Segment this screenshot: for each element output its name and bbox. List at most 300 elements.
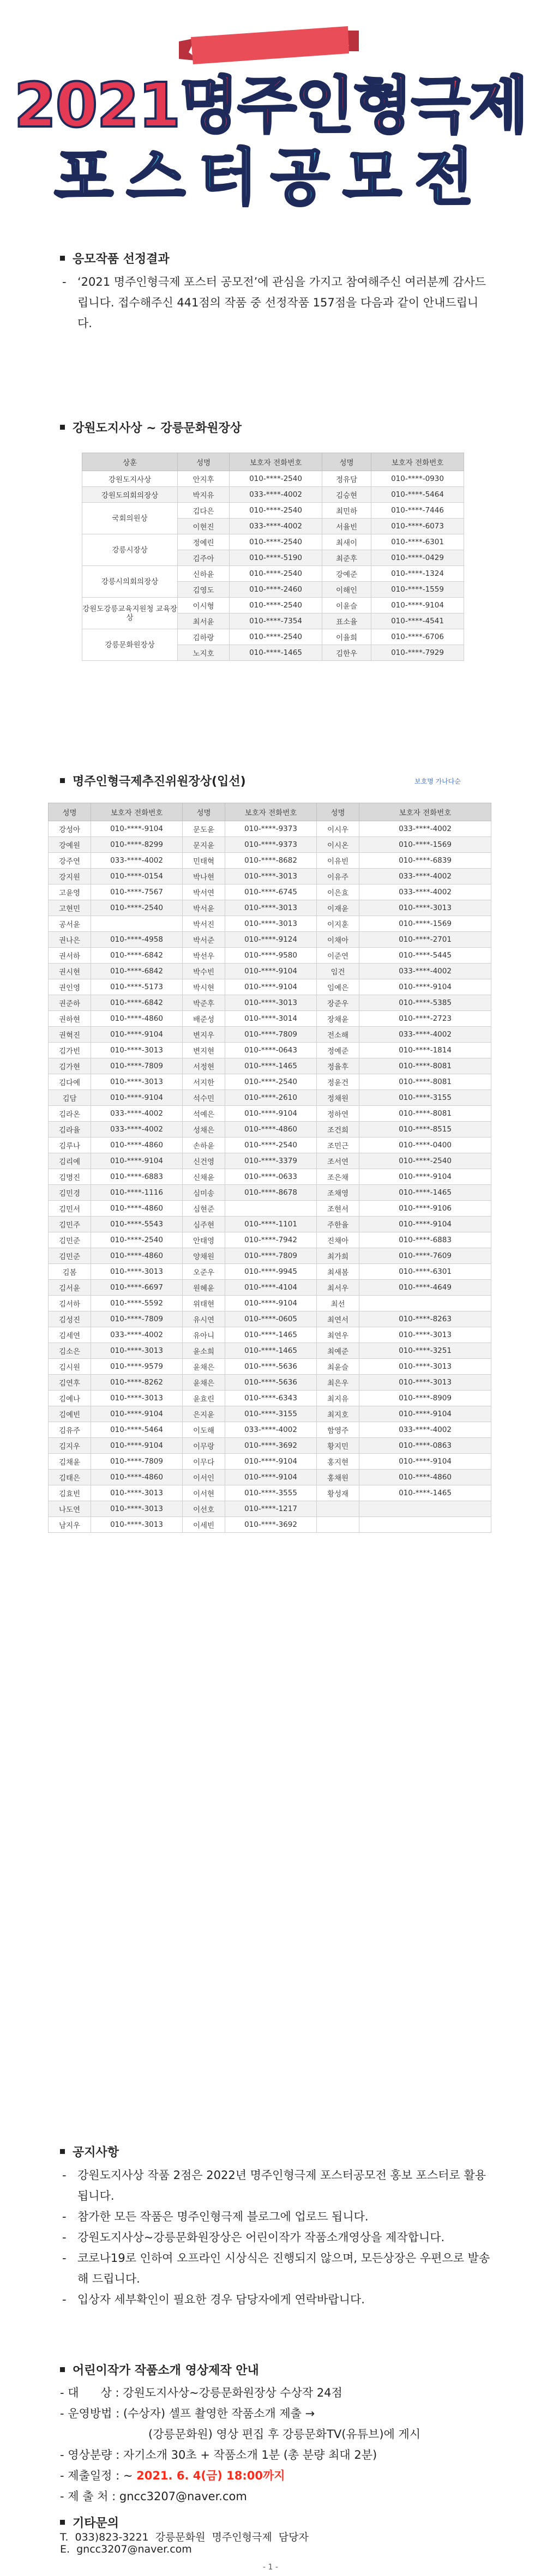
video-submit-email: - 제 출 처 : gncc3207@naver.com [60, 2490, 247, 2503]
committee-cell: 위태현 [183, 1296, 225, 1311]
committee-row [49, 1375, 491, 1391]
committee-cell: 조은채 [317, 1169, 359, 1185]
awards-header-cell: 성명 [322, 453, 371, 471]
committee-row [49, 1169, 491, 1185]
committee-cell: 최가희 [317, 1248, 359, 1264]
committee-row [49, 1217, 491, 1232]
committee-cell [225, 1201, 317, 1217]
committee-cell: 권나은 [49, 932, 91, 948]
committee-cell: 김연후 [49, 1375, 91, 1391]
committee-cell: 010-****-8909 [359, 1391, 491, 1406]
committee-cell: 010-****-2701 [359, 932, 491, 948]
committee-cell: 010-****-3555 [225, 1485, 317, 1501]
committee-row [49, 900, 491, 916]
committee-cell: 010-****-9104 [359, 979, 491, 995]
committee-row [49, 964, 491, 979]
committee-cell: 김민준 [49, 1232, 91, 1248]
committee-cell: 김성진 [49, 1311, 91, 1327]
committee-cell: 신채윤 [183, 1169, 225, 1185]
committee-cell: 석예은 [183, 1106, 225, 1122]
video-method-detail: (강릉문화원) 영상 편집 후 강릉문화TV(유튜브)에 게시 [148, 2428, 421, 2441]
committee-cell: 010-****-9580 [225, 948, 317, 964]
awards-header-cell: 보호자 전화번호 [230, 453, 322, 471]
awards-table [82, 453, 464, 661]
committee-cell: 권인영 [49, 979, 91, 995]
results-bullet: - ‘2021 명주인형극제 포스터 공모전’에 관심을 가지고 참여해주신 여러분께 감사드립니다. 접수해주신 441점의 작품 중 선정작품 157점을 다음과 같이 안내드립니다. [60, 272, 491, 334]
committee-cell: 김라율 [49, 1122, 91, 1137]
notice-item: - 입상자 세부확인이 필요한 경우 담당자에게 연락바랍니다. [60, 2289, 491, 2310]
committee-cell: 010-****-4649 [359, 1280, 491, 1296]
committee-cell: 010-****-3013 [91, 1517, 183, 1533]
committee-cell: 010-****-6842 [91, 995, 183, 1011]
committee-row [49, 884, 491, 900]
awards-cell: 강릉시장상 [82, 534, 178, 566]
committee-cell: 010-****-9104 [91, 821, 183, 837]
committee-cell: 010-****-9104 [91, 1406, 183, 1422]
awards-cell: 010-****-7354 [230, 613, 322, 629]
committee-cell: 010-****-2540 [91, 1232, 183, 1248]
ribbon-banner [179, 26, 359, 65]
committee-cell: 김리예 [49, 1153, 91, 1169]
awards-cell: 안지후 [178, 471, 230, 487]
committee-cell: 010-****-9373 [225, 821, 317, 837]
committee-cell: 최연서 [317, 1311, 359, 1327]
committee-row [49, 1406, 491, 1422]
committee-cell: 김서윤 [49, 1280, 91, 1296]
committee-header-cell: 보호자 전화번호 [359, 803, 491, 821]
awards-cell: 강예준 [322, 566, 371, 582]
committee-cell: 010-****-4860 [91, 1201, 183, 1217]
committee-cell: 최지호 [317, 1406, 359, 1422]
committee-cell: 010-****-7942 [225, 1232, 317, 1248]
committee-cell: 김민경 [49, 1185, 91, 1201]
committee-cell: 010-****-6745 [225, 884, 317, 900]
committee-cell: 이지훈 [317, 916, 359, 932]
committee-row [49, 1090, 491, 1106]
committee-cell: 010-****-4860 [91, 1248, 183, 1264]
committee-cell: 033-****-4002 [225, 1422, 317, 1438]
committee-cell: 033-****-4002 [91, 1106, 183, 1122]
committee-cell: 윤채은 [183, 1375, 225, 1391]
committee-cell: 김민주 [49, 1217, 91, 1232]
committee-header-cell: 보호자 전화번호 [225, 803, 317, 821]
awards-cell: 최준후 [322, 550, 371, 566]
committee-cell: 010-****-3013 [225, 916, 317, 932]
committee-cell: 010-****-8263 [359, 1311, 491, 1327]
committee-cell: 이무다 [183, 1454, 225, 1470]
awards-cell: 김하랑 [178, 629, 230, 645]
committee-cell: 010-****-9124 [225, 932, 317, 948]
committee-cell: 010-****-9104 [225, 1296, 317, 1311]
committee-cell: 김다예 [49, 1074, 91, 1090]
committee-cell: 김세연 [49, 1327, 91, 1343]
awards-cell: 김영도 [178, 582, 230, 598]
committee-cell: 최서우 [317, 1280, 359, 1296]
deadline-value: 2021. 6. 4(금) 18:00까지 [136, 2469, 285, 2482]
committee-cell: 조건희 [317, 1122, 359, 1137]
committee-cell: 권서하 [49, 948, 91, 964]
notice-item: - 강원도지사상~강릉문화원장상은 어린이작가 작품소개영상을 제작합니다. [60, 2227, 491, 2248]
awards-cell: 010-****-1465 [230, 645, 322, 661]
committee-cell: 010-****-7609 [359, 1248, 491, 1264]
committee-cell: 010-****-9104 [91, 1438, 183, 1454]
committee-cell: 010-****-3013 [225, 900, 317, 916]
committee-cell: 010-****-3013 [359, 1359, 491, 1375]
committee-cell: 김봄 [49, 1264, 91, 1280]
committee-cell: 조현서 [317, 1201, 359, 1217]
awards-cell: 010-****-1559 [371, 582, 464, 598]
committee-cell: 010-****-0643 [225, 1043, 317, 1058]
committee-cell: 이무랑 [183, 1438, 225, 1454]
committee-cell: 010-****-3692 [225, 1517, 317, 1533]
committee-cell: 010-****-2540 [359, 1153, 491, 1169]
committee-cell: 조민근 [317, 1137, 359, 1153]
committee-cell: 033-****-4002 [359, 1027, 491, 1043]
committee-cell: 김루나 [49, 1137, 91, 1153]
committee-cell: 010-****-6839 [359, 853, 491, 869]
awards-cell: 010-****-6706 [371, 629, 464, 645]
committee-cell: 010-****-4860 [91, 1137, 183, 1153]
awards-cell: 강릉문화원장상 [82, 629, 178, 661]
awards-row [82, 598, 464, 613]
committee-cell: 010-****-8682 [225, 853, 317, 869]
committee-cell: 심현준 [183, 1201, 225, 1217]
committee-cell: 강지원 [49, 869, 91, 884]
committee-header-cell: 보호자 전화번호 [91, 803, 183, 821]
committee-cell: 033-****-4002 [359, 821, 491, 837]
committee-cell: 강성아 [49, 821, 91, 837]
committee-cell: 박시현 [183, 979, 225, 995]
awards-cell: 010-****-5464 [371, 487, 464, 503]
committee-cell: 유시연 [183, 1311, 225, 1327]
committee-cell: 010-****-2540 [91, 900, 183, 916]
committee-cell: 강예원 [49, 837, 91, 853]
poster-header [0, 0, 541, 240]
awards-cell: 이윤슬 [322, 598, 371, 613]
committee-row [49, 995, 491, 1011]
committee-cell: 010-****-4958 [91, 932, 183, 948]
awards-row [82, 487, 464, 503]
committee-cell: 033-****-4002 [359, 964, 491, 979]
committee-cell: 010-****-3013 [91, 1485, 183, 1501]
committee-cell: 권시현 [49, 964, 91, 979]
committee-cell: 010-****-5592 [91, 1296, 183, 1311]
committee-cell: 010-****-9373 [225, 837, 317, 853]
awards-cell: 010-****-2540 [230, 566, 322, 582]
awards-cell: 이해인 [322, 582, 371, 598]
awards-header-cell: 상훈 [82, 453, 178, 471]
committee-cell: 홍지현 [317, 1454, 359, 1470]
committee-cell: 010-****-3013 [225, 869, 317, 884]
committee-cell: 이채아 [317, 932, 359, 948]
committee-row [49, 1027, 491, 1043]
committee-row [49, 1311, 491, 1327]
committee-cell: 010-****-3155 [359, 1090, 491, 1106]
committee-cell: 033-****-4002 [359, 1422, 491, 1438]
video-spec: - 영상분량 : 자기소개 30초 + 작품소개 1분 (총 분량 최대 2분) [60, 2448, 377, 2461]
committee-header-cell: 성명 [317, 803, 359, 821]
committee-row [49, 1232, 491, 1248]
committee-cell: 주한율 [317, 1217, 359, 1232]
committee-cell: 010-****-0863 [359, 1438, 491, 1454]
awards-table-header [82, 453, 464, 471]
committee-cell: 박서준 [183, 932, 225, 948]
committee-cell: 010-****-7809 [91, 1058, 183, 1074]
committee-cell: 010-****-8515 [359, 1122, 491, 1137]
committee-cell: 최윤슬 [317, 1359, 359, 1375]
committee-cell: 강주연 [49, 853, 91, 869]
awards-cell: 서율빈 [322, 519, 371, 534]
committee-cell: 010-****-2540 [225, 1074, 317, 1090]
committee-cell: 010-****-5464 [91, 1422, 183, 1438]
committee-cell: 이시우 [317, 821, 359, 837]
deadline-label: - 제출일정 : ~ [60, 2469, 137, 2482]
committee-cell: 010-****-7809 [91, 1454, 183, 1470]
results-paragraph [60, 272, 491, 334]
committee-cell: 010-****-0605 [225, 1311, 317, 1327]
committee-cell: 서정현 [183, 1058, 225, 1074]
title-line-1: 2021명주인형극제 [14, 70, 527, 141]
committee-cell: 010-****-8678 [225, 1185, 317, 1201]
committee-cell: 정채원 [317, 1090, 359, 1106]
committee-cell: 010-****-1465 [225, 1343, 317, 1359]
committee-cell: 윤효린 [183, 1391, 225, 1406]
awards-cell: 033-****-4002 [230, 487, 322, 503]
video-deadline [60, 2467, 285, 2483]
committee-cell: 김예빈 [49, 1406, 91, 1422]
committee-row [49, 1043, 491, 1058]
committee-cell: 010-****-6301 [359, 1264, 491, 1280]
committee-row [49, 821, 491, 837]
committee-cell: 010-****-4104 [225, 1280, 317, 1296]
committee-cell: 황지민 [317, 1438, 359, 1454]
committee-cell: 010-****-8262 [91, 1375, 183, 1391]
committee-cell: 010-****-9104 [359, 1217, 491, 1232]
awards-cell: 이율희 [322, 629, 371, 645]
committee-cell: 정예준 [317, 1043, 359, 1058]
committee-cell: 010-****-6842 [91, 964, 183, 979]
committee-cell: 유아니 [183, 1327, 225, 1343]
committee-cell: 010-****-3013 [359, 1327, 491, 1343]
committee-cell [91, 916, 183, 932]
committee-cell: 김지우 [49, 1438, 91, 1454]
committee-cell: 손하윤 [183, 1137, 225, 1153]
awards-cell: 최서윤 [178, 613, 230, 629]
committee-cell: 최지유 [317, 1391, 359, 1406]
committee-cell: 010-****-4860 [359, 1470, 491, 1485]
awards-cell: 이현진 [178, 519, 230, 534]
awards-cell: 010-****-2540 [230, 503, 322, 519]
committee-row [49, 1011, 491, 1027]
committee-cell: 010-****-5173 [91, 979, 183, 995]
committee-header-cell: 성명 [49, 803, 91, 821]
committee-row [49, 1359, 491, 1375]
committee-cell: 윤채은 [183, 1359, 225, 1375]
committee-cell: 010-****-3013 [91, 1043, 183, 1058]
committee-cell: 김라온 [49, 1106, 91, 1122]
awards-cell: 최민하 [322, 503, 371, 519]
committee-cell: 010-****-9104 [225, 1454, 317, 1470]
committee-cell: 임예은 [317, 979, 359, 995]
committee-cell: 진채아 [317, 1232, 359, 1248]
contact-email: E. gncc3207@naver.com [60, 2543, 192, 2555]
committee-cell: 010-****-1569 [359, 837, 491, 853]
contact-tel: T. 033)823-3221 강릉문화원 명주인형극제 담당자 [60, 2531, 309, 2543]
section-title-results: 응모작품 선정결과 [60, 250, 170, 267]
committee-cell: 010-****-7809 [91, 1311, 183, 1327]
awards-row [82, 566, 464, 582]
committee-cell: 은지윤 [183, 1406, 225, 1422]
committee-row [49, 1058, 491, 1074]
video-method: - 운영방법 : (수상자) 셀프 촬영한 작품소개 제출 → [60, 2407, 315, 2420]
awards-cell: 강릉시의회의장상 [82, 566, 178, 598]
committee-cell: 심주현 [183, 1217, 225, 1232]
committee-row [49, 1248, 491, 1264]
committee-row [49, 1280, 491, 1296]
committee-cell: 원혜윤 [183, 1280, 225, 1296]
committee-cell: 010-****-3692 [225, 1438, 317, 1454]
committee-cell: 권준하 [49, 995, 91, 1011]
committee-cell: 010-****-9106 [359, 1201, 491, 1217]
committee-cell: 공서윤 [49, 916, 91, 932]
committee-cell: 010-****-0154 [91, 869, 183, 884]
committee-cell: 010-****-1217 [225, 1501, 317, 1517]
committee-cell: 이세빈 [183, 1517, 225, 1533]
committee-cell: 이서인 [183, 1470, 225, 1485]
committee-cell: 010-****-5636 [225, 1359, 317, 1375]
committee-cell: 김가현 [49, 1058, 91, 1074]
sort-note: 보호명 가나다순 [414, 778, 461, 785]
awards-cell: 010-****-2540 [230, 534, 322, 550]
committee-cell: 조서연 [317, 1153, 359, 1169]
section-title-committee: 명주인형극제추진위원장상(입선) [60, 772, 246, 789]
committee-cell: 이은효 [317, 884, 359, 900]
awards-table-body [82, 471, 464, 661]
awards-cell: 010-****-9104 [371, 598, 464, 613]
committee-cell: 박나현 [183, 869, 225, 884]
committee-cell: 010-****-8081 [359, 1106, 491, 1122]
title-line-2: 포스터공모전 [54, 142, 487, 213]
committee-cell: 홍채원 [317, 1470, 359, 1485]
committee-cell [317, 1517, 359, 1533]
committee-cell: 김소은 [49, 1343, 91, 1359]
committee-row [49, 1501, 491, 1517]
committee-row [49, 1296, 491, 1311]
section-title-video: 어린이작가 작품소개 영상제작 안내 [60, 2361, 259, 2378]
committee-cell: 박준후 [183, 995, 225, 1011]
committee-cell: 010-****-1465 [359, 1185, 491, 1201]
awards-cell: 박지유 [178, 487, 230, 503]
awards-cell: 최새이 [322, 534, 371, 550]
awards-row [82, 471, 464, 487]
committee-cell: 최예준 [317, 1343, 359, 1359]
committee-cell: 010-****-5445 [359, 948, 491, 964]
committee-cell: 010-****-9104 [359, 1406, 491, 1422]
committee-cell: 이시온 [317, 837, 359, 853]
awards-cell: 노지호 [178, 645, 230, 661]
committee-cell: 김가빈 [49, 1043, 91, 1058]
ribbon-text: 나만의 어린이책이네! [9, 10, 172, 41]
committee-cell: 010-****-4860 [225, 1122, 317, 1137]
awards-cell: 010-****-7446 [371, 503, 464, 519]
committee-cell: 010-****-6883 [359, 1232, 491, 1248]
committee-header-cell: 성명 [183, 803, 225, 821]
awards-cell: 국회의원상 [82, 503, 178, 534]
committee-cell: 최새봄 [317, 1264, 359, 1280]
committee-cell: 010-****-4860 [91, 1470, 183, 1485]
committee-cell: 010-****-1814 [359, 1043, 491, 1058]
committee-cell: 성채은 [183, 1122, 225, 1137]
committee-row [49, 1137, 491, 1153]
committee-cell: 정윤건 [317, 1074, 359, 1090]
awards-row [82, 534, 464, 550]
committee-cell: 정하연 [317, 1106, 359, 1122]
committee-cell: 권혁진 [49, 1027, 91, 1043]
awards-header-cell: 성명 [178, 453, 230, 471]
awards-cell: 010-****-6301 [371, 534, 464, 550]
committee-cell: 석수민 [183, 1090, 225, 1106]
committee-cell: 010-****-9945 [225, 1264, 317, 1280]
committee-cell: 010-****-5385 [359, 995, 491, 1011]
awards-cell: 010-****-2460 [230, 582, 322, 598]
committee-row [49, 1438, 491, 1454]
committee-cell: 010-****-8081 [359, 1074, 491, 1090]
committee-row [49, 1470, 491, 1485]
awards-cell: 010-****-0429 [371, 550, 464, 566]
notice-item: - 강원도지사상 작품 2점은 2022년 명주인형극제 포스터공모전 홍보 포스터로 활용됩니다. [60, 2165, 491, 2206]
committee-row [49, 853, 491, 869]
notice-list [60, 2165, 491, 2310]
committee-cell: 김서하 [49, 1296, 91, 1311]
awards-cell: 정예린 [178, 534, 230, 550]
committee-table-body [49, 821, 491, 1533]
awards-cell: 정유담 [322, 471, 371, 487]
committee-row [49, 1517, 491, 1533]
committee-cell: 임건 [317, 964, 359, 979]
committee-table [48, 803, 491, 1533]
committee-cell: 신건영 [183, 1153, 225, 1169]
awards-cell: 신하윤 [178, 566, 230, 582]
committee-cell: 김담 [49, 1090, 91, 1106]
committee-row [49, 1327, 491, 1343]
awards-cell: 이시형 [178, 598, 230, 613]
awards-cell: 033-****-4002 [230, 519, 322, 534]
committee-cell: 박서진 [183, 916, 225, 932]
committee-cell: 김유주 [49, 1422, 91, 1438]
committee-row [49, 1454, 491, 1470]
committee-cell: 010-****-9104 [91, 1153, 183, 1169]
committee-cell: 김채윤 [49, 1454, 91, 1470]
committee-cell: 010-****-3013 [359, 1375, 491, 1391]
committee-cell: 010-****-9104 [225, 1106, 317, 1122]
committee-row [49, 1201, 491, 1217]
committee-cell: 변지현 [183, 1043, 225, 1058]
committee-cell: 010-****-8081 [359, 1058, 491, 1074]
committee-cell: 김민준 [49, 1248, 91, 1264]
committee-cell: 010-****-9104 [225, 964, 317, 979]
committee-row [49, 1391, 491, 1406]
committee-cell: 문도윤 [183, 821, 225, 837]
notice-item: - 코로나19로 인하여 오프라인 시상식은 진행되지 않으며, 모든상장은 우편으로 발송해 드립니다. [60, 2248, 491, 2289]
committee-row [49, 979, 491, 995]
committee-row [49, 1422, 491, 1438]
committee-cell: 고현민 [49, 900, 91, 916]
awards-cell: 010-****-4541 [371, 613, 464, 629]
committee-table-header [49, 803, 491, 821]
committee-row [49, 1122, 491, 1137]
committee-row [49, 837, 491, 853]
committee-cell: 전소해 [317, 1027, 359, 1043]
